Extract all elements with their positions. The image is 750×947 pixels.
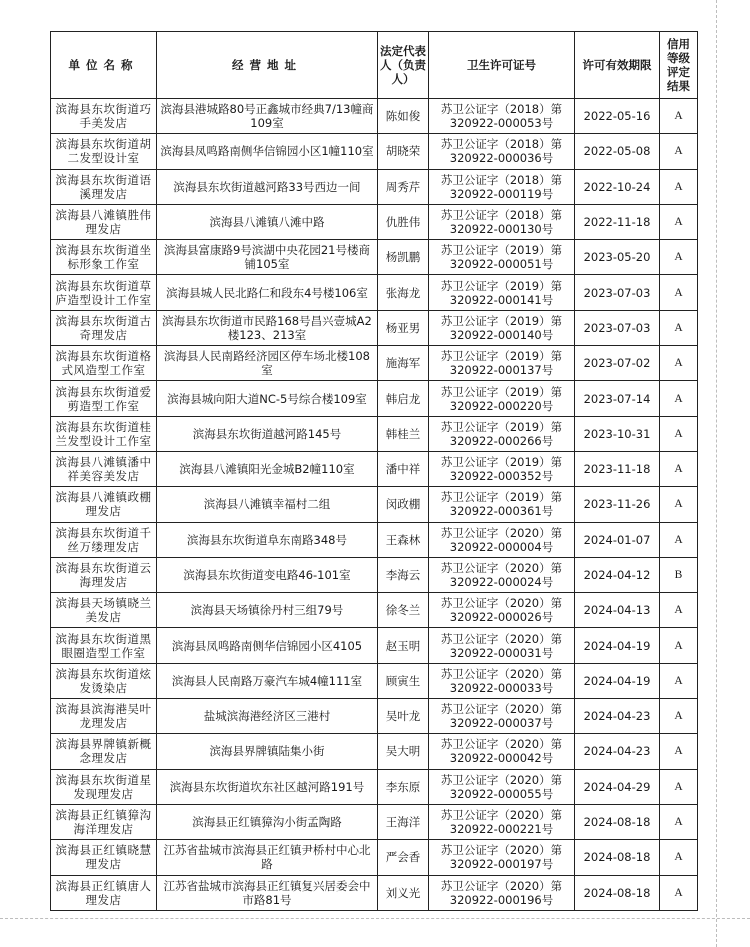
cell-credit-grade: A [660,699,698,734]
cell-address: 滨海县八滩镇阳光金城B2幢110室 [157,451,378,486]
cell-validity-date: 2024-04-19 [575,628,660,663]
cell-license-number: 苏卫公证字（2020）第320922-000024号 [429,557,575,592]
cell-license-number: 苏卫公证字（2020）第320922-000197号 [429,840,575,875]
table-row [51,628,698,663]
cell-credit-grade: A [660,134,698,169]
cell-validity-date: 2022-05-08 [575,134,660,169]
cell-credit-grade: A [660,840,698,875]
table-row [51,522,698,557]
cell-license-number: 苏卫公证字（2020）第320922-000055号 [429,769,575,804]
cell-unit-name: 滨海县滨海港吴叶龙理发店 [51,699,157,734]
cell-credit-grade: A [660,346,698,381]
table-row [51,804,698,839]
cell-validity-date: 2023-07-14 [575,381,660,416]
cell-unit-name: 滨海县天场镇晓兰美发店 [51,593,157,628]
cell-representative: 韩启龙 [378,381,429,416]
cell-address: 滨海县东坎街道越河路33号西边一间 [157,169,378,204]
cell-representative: 李海云 [378,557,429,592]
cell-credit-grade: B [660,557,698,592]
cell-unit-name: 滨海县正红镇獐沟海洋理发店 [51,804,157,839]
cell-representative: 吴大明 [378,734,429,769]
cell-license-number: 苏卫公证字（2020）第320922-000042号 [429,734,575,769]
cell-unit-name: 滨海县正红镇晓慧理发店 [51,840,157,875]
table-row [51,840,698,875]
cell-address: 滨海县人民南路万豪汽车城4幢111室 [157,663,378,698]
cell-validity-date: 2022-05-16 [575,99,660,134]
cell-unit-name: 滨海县东坎街道格式风造型工作室 [51,346,157,381]
cell-license-number: 苏卫公证字（2018）第320922-000119号 [429,169,575,204]
header-representative: 法定代表人（负责人） [378,32,429,99]
cell-validity-date: 2024-01-07 [575,522,660,557]
cell-representative: 杨亚男 [378,310,429,345]
cell-representative: 赵玉明 [378,628,429,663]
cell-credit-grade: A [660,875,698,910]
cell-credit-grade: A [660,663,698,698]
cell-credit-grade: A [660,487,698,522]
cell-validity-date: 2024-08-18 [575,875,660,910]
cell-representative: 刘义光 [378,875,429,910]
cell-license-number: 苏卫公证字（2019）第320922-000220号 [429,381,575,416]
cell-license-number: 苏卫公证字（2019）第320922-000140号 [429,310,575,345]
cell-license-number: 苏卫公证字（2020）第320922-000037号 [429,699,575,734]
cell-address: 滨海县东坎街道越河路145号 [157,416,378,451]
cell-validity-date: 2023-07-02 [575,346,660,381]
cell-validity-date: 2024-04-23 [575,699,660,734]
cell-license-number: 苏卫公证字（2019）第320922-000141号 [429,275,575,310]
cell-license-number: 苏卫公证字（2018）第320922-000036号 [429,134,575,169]
cell-credit-grade: A [660,804,698,839]
table-header-row [51,32,698,99]
table-row [51,875,698,910]
cell-address: 滨海县凤鸣路南侧华信锦园小区1幢110室 [157,134,378,169]
cell-unit-name: 滨海县八滩镇潘中祥美容美发店 [51,451,157,486]
cell-address: 滨海县八滩镇幸福村二组 [157,487,378,522]
cell-unit-name: 滨海县八滩镇政棚理发店 [51,487,157,522]
cell-credit-grade: A [660,522,698,557]
table-row [51,169,698,204]
cell-validity-date: 2024-04-23 [575,734,660,769]
cell-credit-grade: A [660,734,698,769]
table-body [51,99,698,911]
table-row [51,240,698,275]
cell-representative: 王海洋 [378,804,429,839]
cell-representative: 严会香 [378,840,429,875]
credit-rating-table [50,31,698,911]
cell-license-number: 苏卫公证字（2018）第320922-000130号 [429,204,575,239]
cell-representative: 仇胜伟 [378,204,429,239]
cell-representative: 闵政棚 [378,487,429,522]
table-row [51,99,698,134]
cell-address: 滨海县东坎街道阜东南路348号 [157,522,378,557]
cell-license-number: 苏卫公证字（2019）第320922-000137号 [429,346,575,381]
table-row [51,275,698,310]
cell-representative: 徐冬兰 [378,593,429,628]
table-row [51,699,698,734]
cell-unit-name: 滨海县界牌镇新概念理发店 [51,734,157,769]
cell-address: 滨海县东坎街道坎东社区越河路191号 [157,769,378,804]
table-row [51,416,698,451]
cell-credit-grade: A [660,451,698,486]
cell-credit-grade: A [660,275,698,310]
cell-validity-date: 2024-04-13 [575,593,660,628]
cell-credit-grade: A [660,593,698,628]
cell-address: 滨海县富康路9号滨湖中央花园21号楼商铺105室 [157,240,378,275]
cell-license-number: 苏卫公证字（2020）第320922-000196号 [429,875,575,910]
cell-representative: 潘中祥 [378,451,429,486]
cell-license-number: 苏卫公证字（2019）第320922-000361号 [429,487,575,522]
cell-credit-grade: A [660,769,698,804]
cell-address: 滨海县城人民北路仁和段东4号楼106室 [157,275,378,310]
cell-representative: 陈如俊 [378,99,429,134]
cell-unit-name: 滨海县东坎街道黑眼圈造型工作室 [51,628,157,663]
table-row [51,346,698,381]
cell-validity-date: 2023-10-31 [575,416,660,451]
cell-representative: 周秀芹 [378,169,429,204]
cell-address: 滨海县天场镇徐丹村三组79号 [157,593,378,628]
cell-credit-grade: A [660,99,698,134]
cell-unit-name: 滨海县八滩镇胜伟理发店 [51,204,157,239]
cell-address: 盐城滨海港经济区三港村 [157,699,378,734]
cell-validity-date: 2023-11-18 [575,451,660,486]
header-credit-grade: 信用等级评定结果 [660,32,698,99]
page-edge-right [716,0,717,947]
table-row [51,451,698,486]
cell-validity-date: 2023-11-26 [575,487,660,522]
cell-credit-grade: A [660,310,698,345]
cell-credit-grade: A [660,204,698,239]
cell-validity-date: 2024-04-12 [575,557,660,592]
cell-unit-name: 滨海县东坎街道胡二发型设计室 [51,134,157,169]
cell-unit-name: 滨海县东坎街道古奇理发店 [51,310,157,345]
header-unit-name: 单位名称 [51,32,157,99]
cell-representative: 王森林 [378,522,429,557]
cell-address: 滨海县人民南路经济园区停车场北楼108室 [157,346,378,381]
cell-credit-grade: A [660,381,698,416]
cell-validity-date: 2024-08-18 [575,804,660,839]
header-license: 卫生许可证号 [429,32,575,99]
cell-license-number: 苏卫公证字（2018）第320922-000053号 [429,99,575,134]
table-row [51,381,698,416]
cell-representative: 胡晓荣 [378,134,429,169]
cell-address: 滨海县正红镇獐沟小街孟陶路 [157,804,378,839]
cell-validity-date: 2022-10-24 [575,169,660,204]
cell-credit-grade: A [660,169,698,204]
header-address: 经营地址 [157,32,378,99]
cell-unit-name: 滨海县东坎街道炫发烫染店 [51,663,157,698]
cell-unit-name: 滨海县东坎街道千丝万缕理发店 [51,522,157,557]
cell-address: 滨海县城向阳大道NC-5号综合楼109室 [157,381,378,416]
cell-unit-name: 滨海县东坎街道桂兰发型设计工作室 [51,416,157,451]
cell-validity-date: 2024-04-29 [575,769,660,804]
cell-unit-name: 滨海县东坎街道星发现理发店 [51,769,157,804]
cell-validity-date: 2023-07-03 [575,310,660,345]
table-row [51,769,698,804]
cell-unit-name: 滨海县东坎街道坐标形象工作室 [51,240,157,275]
cell-address: 滨海县凤鸣路南侧华信锦园小区4105 [157,628,378,663]
cell-license-number: 苏卫公证字（2019）第320922-000051号 [429,240,575,275]
cell-address: 滨海县港城路80号正鑫城市经典7/13幢商109室 [157,99,378,134]
cell-address: 滨海县东坎街道市民路168号昌兴壹城A2楼123、213室 [157,310,378,345]
cell-unit-name: 滨海县东坎街道语溪理发店 [51,169,157,204]
cell-representative: 施海军 [378,346,429,381]
cell-representative: 顾寅生 [378,663,429,698]
cell-license-number: 苏卫公证字（2020）第320922-000026号 [429,593,575,628]
cell-address: 滨海县八滩镇八滩中路 [157,204,378,239]
cell-unit-name: 滨海县东坎街道爱剪造型工作室 [51,381,157,416]
cell-validity-date: 2024-08-18 [575,840,660,875]
cell-license-number: 苏卫公证字（2020）第320922-000033号 [429,663,575,698]
cell-license-number: 苏卫公证字（2020）第320922-000004号 [429,522,575,557]
cell-address: 滨海县界牌镇陆集小街 [157,734,378,769]
cell-unit-name: 滨海县正红镇唐人理发店 [51,875,157,910]
cell-validity-date: 2022-11-18 [575,204,660,239]
cell-validity-date: 2023-05-20 [575,240,660,275]
table-row [51,557,698,592]
table-row [51,310,698,345]
page-edge-bottom [0,918,750,919]
cell-credit-grade: A [660,628,698,663]
table-row [51,734,698,769]
table-row [51,134,698,169]
table-row [51,663,698,698]
cell-credit-grade: A [660,240,698,275]
cell-license-number: 苏卫公证字（2020）第320922-000221号 [429,804,575,839]
cell-address: 江苏省盐城市滨海县正红镇复兴居委会中市路81号 [157,875,378,910]
cell-representative: 李东原 [378,769,429,804]
cell-representative: 韩桂兰 [378,416,429,451]
cell-unit-name: 滨海县东坎街道草庐造型设计工作室 [51,275,157,310]
cell-address: 江苏省盐城市滨海县正红镇尹桥村中心北路 [157,840,378,875]
cell-representative: 张海龙 [378,275,429,310]
cell-credit-grade: A [660,416,698,451]
cell-license-number: 苏卫公证字（2019）第320922-000266号 [429,416,575,451]
table-row [51,593,698,628]
cell-unit-name: 滨海县东坎街道巧手美发店 [51,99,157,134]
header-validity: 许可有效期限 [575,32,660,99]
cell-validity-date: 2024-04-19 [575,663,660,698]
cell-unit-name: 滨海县东坎街道云海理发店 [51,557,157,592]
cell-validity-date: 2023-07-03 [575,275,660,310]
table-row [51,204,698,239]
cell-representative: 吴叶龙 [378,699,429,734]
cell-address: 滨海县东坎街道变电路46-101室 [157,557,378,592]
table-row [51,487,698,522]
cell-license-number: 苏卫公证字（2019）第320922-000352号 [429,451,575,486]
cell-license-number: 苏卫公证字（2020）第320922-000031号 [429,628,575,663]
cell-representative: 杨凯鹏 [378,240,429,275]
